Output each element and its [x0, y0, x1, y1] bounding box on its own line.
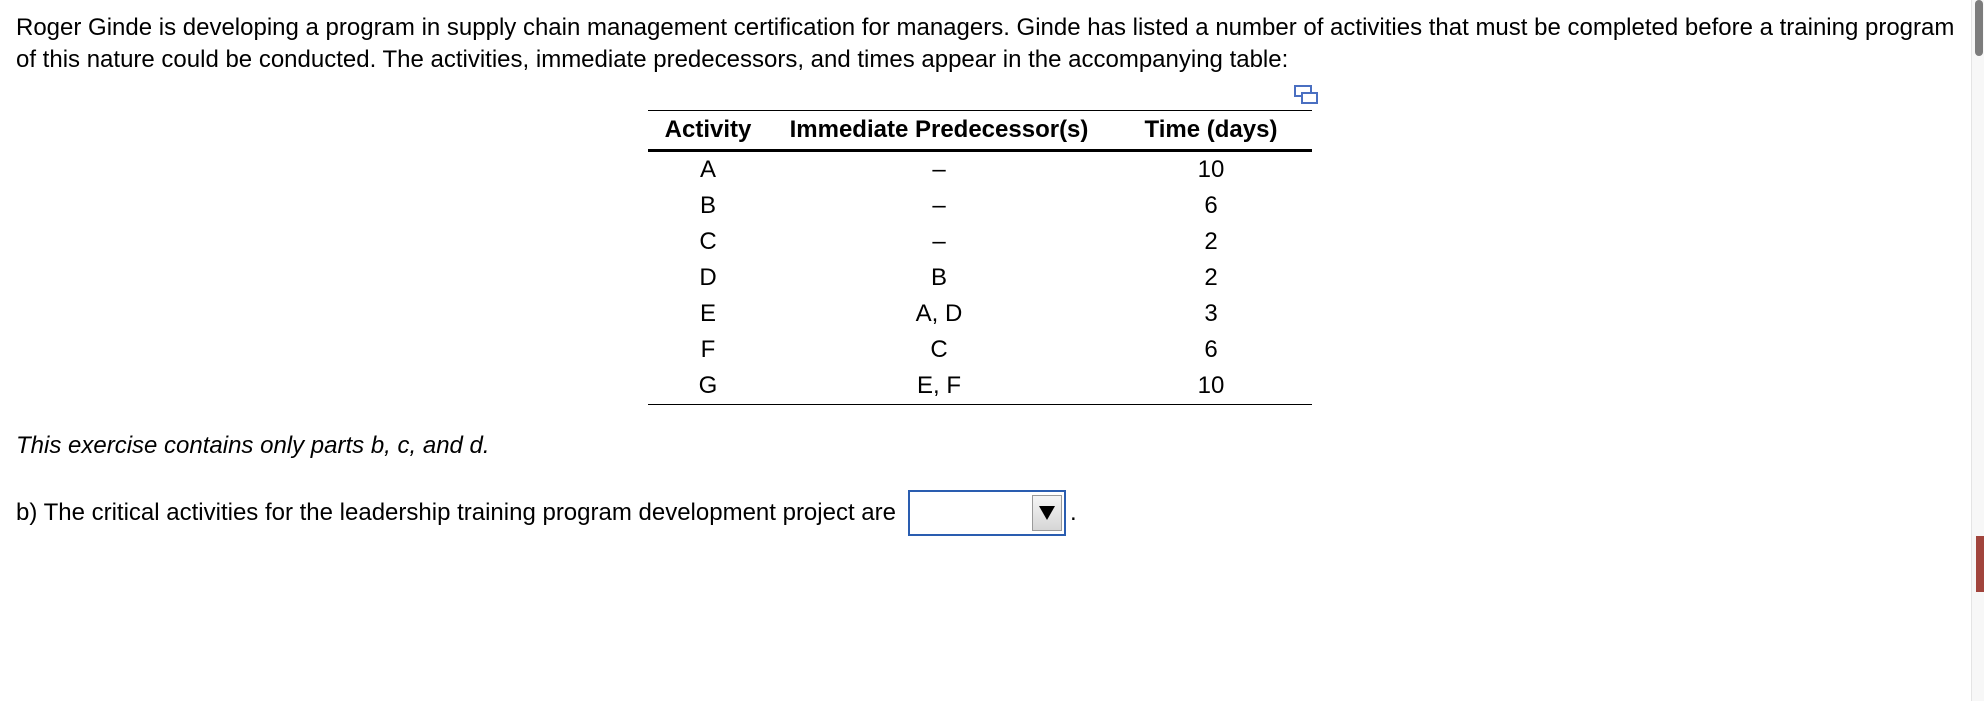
cell-time: 3	[1204, 300, 1218, 327]
cell-activity: G	[698, 372, 718, 399]
problem-intro: Roger Ginde is developing a program in supply chain management certification for managers. Ginde has listed a number of activities that must be completed before a training program of this nature could be conducted. The activities, immediate predecessors, and times appear in the accompanying table:	[16, 14, 1955, 73]
table-header-row	[648, 111, 1312, 151]
exercise-note: This exercise contains only parts b, c, and d.	[16, 432, 490, 459]
triangle-down-icon	[1038, 505, 1056, 521]
cell-activity: C	[699, 228, 717, 255]
cell-predecessors: B	[930, 264, 947, 291]
cell-predecessors: –	[932, 192, 946, 219]
table-row	[648, 368, 1312, 405]
cell-predecessors: –	[932, 156, 946, 183]
table-row	[648, 188, 1312, 224]
table-row	[648, 332, 1312, 368]
cell-time: 10	[1197, 372, 1225, 399]
question-b-period: .	[1069, 499, 1077, 526]
table-row	[648, 296, 1312, 332]
table-row	[648, 151, 1312, 189]
header-time: Time (days)	[1144, 116, 1278, 143]
cell-predecessors: –	[932, 228, 946, 255]
critical-activities-dropdown[interactable]	[908, 490, 1066, 536]
vertical-scrollbar[interactable]	[1971, 0, 1984, 701]
cell-activity: F	[700, 336, 716, 363]
copy-icon[interactable]	[1293, 84, 1319, 106]
scrollbar-marker	[1976, 536, 1984, 592]
activity-table	[648, 110, 1312, 405]
table-row	[648, 260, 1312, 296]
cell-time: 6	[1204, 192, 1218, 219]
dropdown-arrow-icon[interactable]	[1032, 495, 1062, 531]
cell-activity: A	[699, 156, 716, 183]
cell-time: 2	[1204, 264, 1218, 291]
cell-predecessors: A, D	[915, 300, 963, 327]
cell-time: 2	[1204, 228, 1218, 255]
cell-activity: E	[699, 300, 716, 327]
question-b-text: b) The critical activities for the leadership training program development project are	[16, 499, 896, 526]
cell-predecessors: C	[930, 336, 948, 363]
cell-predecessors: E, F	[916, 372, 961, 399]
question-b	[16, 490, 1077, 536]
table-row	[648, 224, 1312, 260]
header-activity: Activity	[664, 116, 752, 143]
header-predecessors: Immediate Predecessor(s)	[789, 116, 1089, 143]
cell-time: 10	[1197, 156, 1225, 183]
cell-time: 6	[1204, 336, 1218, 363]
cell-activity: D	[699, 264, 717, 291]
cell-activity: B	[699, 192, 716, 219]
scrollbar-thumb[interactable]	[1975, 0, 1983, 56]
